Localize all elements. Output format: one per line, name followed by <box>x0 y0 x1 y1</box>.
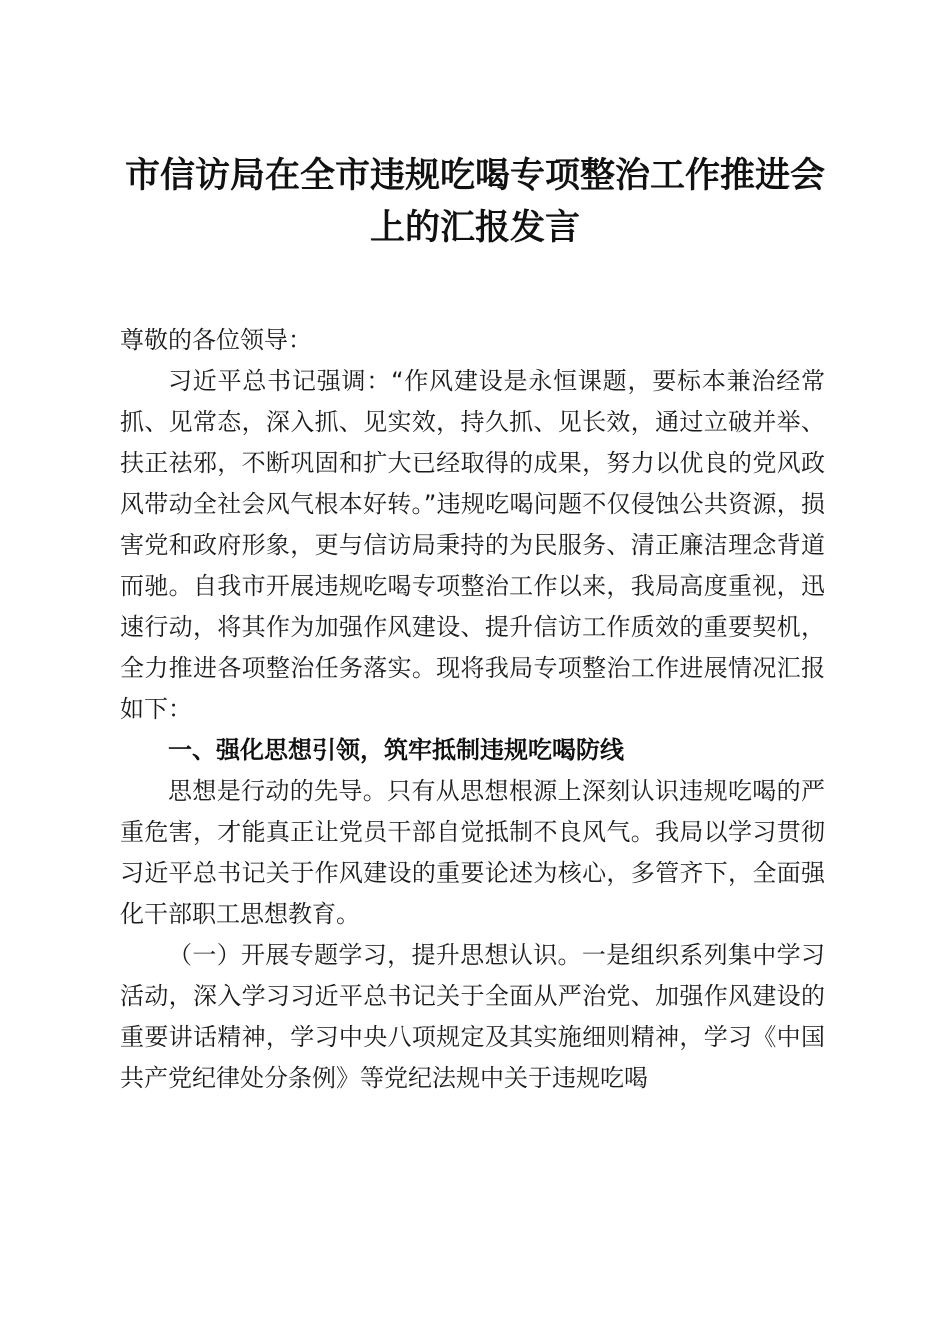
section-heading-1: 一、强化思想引领，筑牢抵制违规吃喝防线 <box>168 736 624 764</box>
paragraph-subsection-1: （一）开展专题学习，提升思想认识。一是组织系列集中学习活动，深入学习习近平总书记关于全面从严治党、加强作风建设的重要讲话精神，学习中央八项规定及其实施细则精神，学习《中国共产党纪律处分条例》等党纪法规中关于违规吃喝 <box>120 941 825 1092</box>
document-title <box>100 150 850 254</box>
title-line-2: 上的汇报发言 <box>369 207 580 248</box>
paragraph-intro: 习近平总书记强调：“作风建设是永恒课题，要标本兼治经常抓、见常态，深入抓、见实效，持久抓、见长效，通过立破并举、扶正祛邪，不断巩固和扩大已经取得的成果，努力以优良的党风政风带动全社会风气根本好转。”违规吃喝问题不仅侵蚀公共资源，损害党和政府形象，更与信访局秉持的为民服务、清正廉洁理念背道而驰。自我市开展违规吃喝专项整治工作以来，我局高度重视，迅速行动，将其作为加强作风建设、提升信访工作质效的重要契机，全力推进各项整治任务落实。现将我局专项整治工作进展情况汇报如下： <box>120 367 825 723</box>
salutation: 尊敬的各位领导： <box>120 326 312 354</box>
paragraph-section-1: 思想是行动的先导。只有从思想根源上深刻认识违规吃喝的严重危害，才能真正让党员干部自觉抵制不良风气。我局以学习贯彻习近平总书记关于作风建设的重要论述为核心，多管齐下，全面强化干部职工思想教育。 <box>120 777 825 928</box>
title-line-1: 市信访局在全市违规吃喝专项整治工作推进会 <box>124 155 825 196</box>
document-body <box>120 320 825 1099</box>
